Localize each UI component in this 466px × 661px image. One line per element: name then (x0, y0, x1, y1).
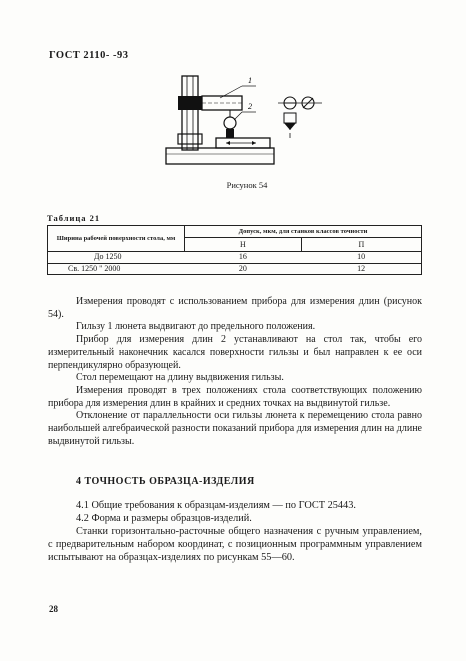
page-number: 28 (49, 604, 58, 614)
paragraph: Измерения проводят с использованием прибора для измерения длин (рисунок 54). (48, 296, 422, 320)
column-header-tolerance: Допуск, мкм, для станков классов точности (185, 226, 422, 238)
paragraph: Станки горизонтально-расточные общего назначения с ручным управлением, с предварительным набором координат, с позиционным программным управлением испытывают на образцах-изделиях по рисункам 55—60. (48, 526, 422, 563)
cell-h: 20 (185, 263, 302, 275)
paragraph: 4.2 Форма и размеры образцов-изделий. (76, 513, 252, 524)
table-row (48, 252, 422, 264)
measurement-procedure-text (48, 296, 422, 448)
table-title: Таблица 21 (47, 213, 101, 223)
callout-1: 1 (248, 76, 252, 85)
document-header: ГОСТ 2110- -93 (49, 50, 129, 61)
measurement-setup-diagram (160, 68, 360, 178)
class-p-header: П (301, 238, 421, 252)
section-text (48, 499, 422, 564)
paragraph: Стол перемещают на длину выдвижения гильзы. (76, 372, 284, 384)
paragraph: Измерения проводят в трех положениях стола соответствующих положению прибора для измерения длин в крайних и средних точках на выдвинутой гильзе. (48, 384, 422, 409)
cell-width: До 1250 (48, 252, 185, 264)
paragraph: 4.1 Общие требования к образцам-изделиям — по ГОСТ 25443. (76, 500, 356, 511)
cell-width: Св. 1250 " 2000 (48, 263, 185, 275)
figure-54-drawing (160, 68, 360, 183)
section-title: 4 ТОЧНОСТЬ ОБРАЗЦА-ИЗДЕЛИЯ (76, 476, 255, 487)
cell-p: 10 (301, 252, 421, 264)
paragraph: Прибор для измерения длин 2 устанавливают на стол так, чтобы его измерительный наконечник касался поверхности гильзы и был направлен к ее оси перпендикулярно образующей. (48, 334, 422, 371)
paragraph: Гильзу 1 люнета выдвигают до предельного положения. (76, 321, 316, 333)
tolerance-table (47, 225, 422, 275)
callout-2: 2 (248, 102, 252, 111)
figure-caption: Рисунок 54 (226, 180, 268, 190)
class-h-header: Н (185, 238, 302, 252)
paragraph: Отклонение от параллельности оси гильзы люнета к перемещению стола равно наибольшей алгебраической разности показаний прибора для измерения длин на длине выдвинутой гильзы. (48, 410, 422, 447)
cell-p: 12 (301, 263, 421, 275)
cell-h: 16 (185, 252, 302, 264)
table-row (48, 263, 422, 275)
column-header-width: Ширина рабочей поверхности стола, мм (48, 226, 185, 252)
